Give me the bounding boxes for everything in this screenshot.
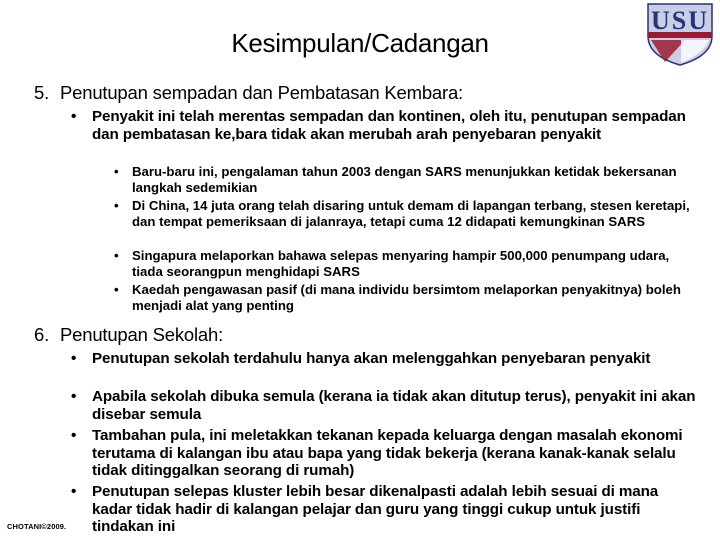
section-6-bullet: • Penutupan selepas kluster lebih besar dikenalpasti adalah lebih sesuai di mana kadar tidak hadir di kalangan pelajar dan guru yang tinggi cukup untuk justifi tindakan ini <box>92 483 697 536</box>
section-6-bullet: • Penutupan sekolah terdahulu hanya akan melenggahkan penyebaran penyakit <box>92 350 697 368</box>
section-6-heading <box>34 324 223 345</box>
section-6-heading-text: Penutupan Sekolah: <box>60 324 224 345</box>
section-6-bullet: • Apabila sekolah dibuka semula (kerana ia tidak akan ditutup terus), penyakit ini akan disebar semula <box>92 388 697 423</box>
section-6-bullet: • Tambahan pula, ini meletakkan tekanan kepada keluarga dengan masalah ekonomi terutama di kalangan ibu atau bapa yang tidak bekerja (kerana kanak-kanak selalu tidak ditinggalkan seorang di rumah) <box>92 427 697 480</box>
sub-bullet: • Di China, 14 juta orang telah disaring untuk demam di lapangan terbang, stesen keretapi, dan tempat pemeriksaan di jalanraya, tetapi cuma 12 didapati kemungkinan SARS <box>132 198 702 230</box>
sub-bullet: • Baru-baru ini, pengalaman tahun 2003 dengan SARS menunjukkan ketidak bekersanan langkah sedemikian <box>132 164 702 196</box>
sub-bullet: • Singapura melaporkan bahawa selepas menyaring hampir 500,000 penumpang udara, tiada seorangpun menghidapi SARS <box>132 248 702 280</box>
logo-text: USU <box>650 6 710 35</box>
sub-bullet: • Kaedah pengawasan pasif (di mana individu bersimtom melaporkan penyakitnya) boleh menjadi alat yang penting <box>132 282 702 314</box>
university-crest-icon <box>645 2 715 66</box>
slide-title: Kesimpulan/Cadangan <box>231 28 489 58</box>
section-5-heading-text: Penutupan sempadan dan Pembatasan Kembara: <box>60 82 463 103</box>
section-5-number: 5. <box>34 82 50 103</box>
usu-logo <box>645 2 715 66</box>
section-6-number: 6. <box>34 324 50 345</box>
section-5-bullet: • Penyakit ini telah merentas sempadan dan kontinen, oleh itu, penutupan sempadan dan pembatasan ke,bara tidak akan merubah arah penyebaran penyakit <box>92 108 697 143</box>
section-5-heading <box>34 82 463 103</box>
footer-copyright: CHOTANI©2009. <box>7 522 67 531</box>
